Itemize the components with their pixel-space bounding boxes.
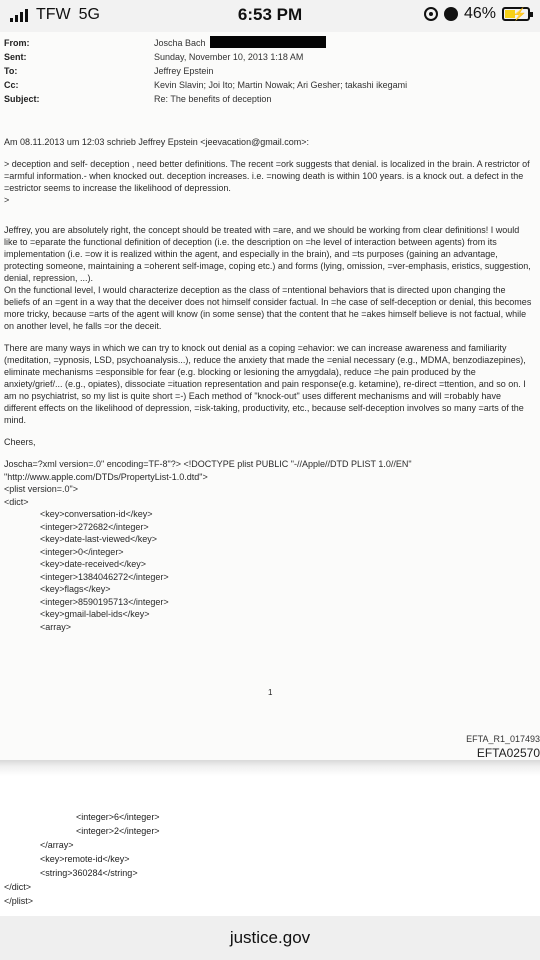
xml-line: <key>date-last-viewed</key> [40, 534, 158, 544]
clock: 6:53 PM [237, 5, 303, 24]
xml-line: <string>360284</string> [40, 868, 138, 878]
status-bar [0, 0, 540, 32]
header-value: Joscha Bach [154, 38, 206, 48]
quote-end: > [4, 195, 10, 205]
closing: Cheers, [4, 437, 36, 447]
xml-line: <key>conversation-id</key> [40, 509, 153, 519]
header-value: Re: The benefits of deception [154, 94, 272, 104]
alarm-icon [444, 7, 458, 21]
header-row [4, 36, 407, 50]
page-two-xml [0, 776, 540, 908]
xml-line: </plist> [4, 896, 34, 906]
email-body [4, 136, 534, 633]
quote-intro: Am 08.11.2013 um 12:03 schrieb Jeffrey Epstein <jeevacation@gmail.com>: [4, 137, 309, 147]
charging-bolt-icon: ⚡ [512, 7, 527, 21]
xml-line: <integer>6</integer> [76, 812, 160, 822]
paragraph-2: On the functional level, I would characterize deception as the class of =ntentional behaviors that is directed upon changing the beliefs of an =gent in a way that the deceiver does not himself consider factual. In =he case of self-deception or denial, this becomes more tricky, because =arts of the agent will know (in some sense) that the content that he =akes himself believe is not factual, while on another level, he falls =or the deceit. [4, 285, 532, 331]
email-header [4, 36, 407, 106]
header-label: To: [4, 66, 18, 76]
header-value: Sunday, November 10, 2013 1:18 AM [154, 52, 304, 62]
header-value: Kevin Slavin; Joi Ito; Martin Nowak; Ari Gesher; takashi ikegami [154, 80, 408, 90]
header-label: Sent: [4, 52, 27, 62]
xml-line: <integer>8590195713</integer> [40, 596, 169, 607]
bates-number-large: EFTA02570 [476, 746, 540, 760]
paragraph-1: Jeffrey, you are absolutely right, the concept should be treated with =are, and we should be working from clear definitions! I would like to =eparate the functional definition of deception (i.e. the description on =he level of interaction between agents) from its implementation (i.e. =ow it is realized within the agent, and especially in the brain), and =ts purposes (gaining an advantage, protecting someone, maintaining a =oherent self-image, coping etc.) and forms (lying, omission, =ver-emphasis, eristics, suggestion, denial, repression, ...). [4, 225, 531, 283]
xml-line: <integer>0</integer> [40, 546, 124, 557]
redaction-block [210, 36, 326, 48]
header-label: From: [4, 38, 30, 48]
xml-line: <array> [40, 621, 72, 632]
xml-line: </dict> [4, 882, 32, 892]
header-label: Subject: [4, 94, 40, 104]
xml-line: <key>remote-id</key> [40, 854, 130, 864]
header-label: Cc: [4, 80, 19, 90]
battery-icon [502, 7, 530, 21]
xml-line: "http://www.apple.com/DTDs/PropertyList-1.0.dtd"> [4, 471, 208, 482]
plist-xml [4, 458, 534, 633]
xml-line: <key>flags</key> [40, 584, 111, 594]
browser-address-bar[interactable] [0, 916, 540, 960]
xml-line: <integer>1384046272</integer> [40, 571, 169, 582]
quoted-text: > deception and self- deception , need better definitions. The recent =ork suggests that denial. is localized in the brain. A restrictor of =armful information.- when knocked out. deception increases. i.e. =nowing death is within 100 years. is a knock out. a defect in the =estrictor seems to increase the likelihood of depression. [4, 159, 530, 193]
header-row [4, 78, 407, 92]
xml-line: </array> [40, 840, 74, 850]
battery-percent: 46% [463, 5, 496, 22]
document-page-2 [0, 776, 540, 916]
document-page-1 [0, 32, 540, 760]
page-number: 1 [268, 688, 273, 697]
xml-line: <key>gmail-label-ids</key> [40, 609, 150, 619]
header-row [4, 50, 407, 64]
xml-line: <dict> [4, 496, 29, 507]
paragraph-3: There are many ways in which we can try to knock out denial as a coping =ehavior: we can increase awareness and familiarity (meditation, =ypnosis, LSD, psychoanalysis...), reduce the anxiety that made the =enial necessary (e.g., MDMA, benzodiazepines), eliminate mechanisms =esponsible for fear (e.g. blocking or lesioning the amygdala), reduce =he pain produced by the anxiety/grief/... (e.g., opiates), dissociate =ituation representation and pain response(e.g. ketamine), re-direct =ttention, and so on. I am no psychiatrist, so my list is quite short =-) Each method of "knock-out" uses different mechanisms and will =robably have different effects on the likelihood of depression, =isk-taking, productivity, etc., because self-deception involves so many =arts of the mind. [4, 343, 526, 425]
page-separator [0, 760, 540, 776]
status-right [424, 5, 530, 23]
header-row [4, 92, 407, 106]
bates-number-small: EFTA_R1_017493 [466, 734, 540, 744]
carrier-label: TFW [36, 6, 71, 23]
orientation-lock-icon [424, 7, 438, 21]
header-row [4, 64, 407, 78]
url-label[interactable]: justice.gov [229, 928, 311, 947]
xml-line: <plist version=.0"> [4, 484, 78, 494]
header-value: Jeffrey Epstein [154, 66, 214, 76]
xml-line: <key>date-received</key> [40, 559, 147, 569]
xml-line: <integer>2</integer> [76, 826, 160, 836]
network-label: 5G [78, 6, 100, 23]
xml-line: Joscha=?xml version=.0" encoding=TF-8"?> <!DOCTYPE plist PUBLIC "-//Apple//DTD PLIST 1.0//EN" [4, 459, 412, 469]
xml-line: <integer>272682</integer> [40, 521, 149, 532]
